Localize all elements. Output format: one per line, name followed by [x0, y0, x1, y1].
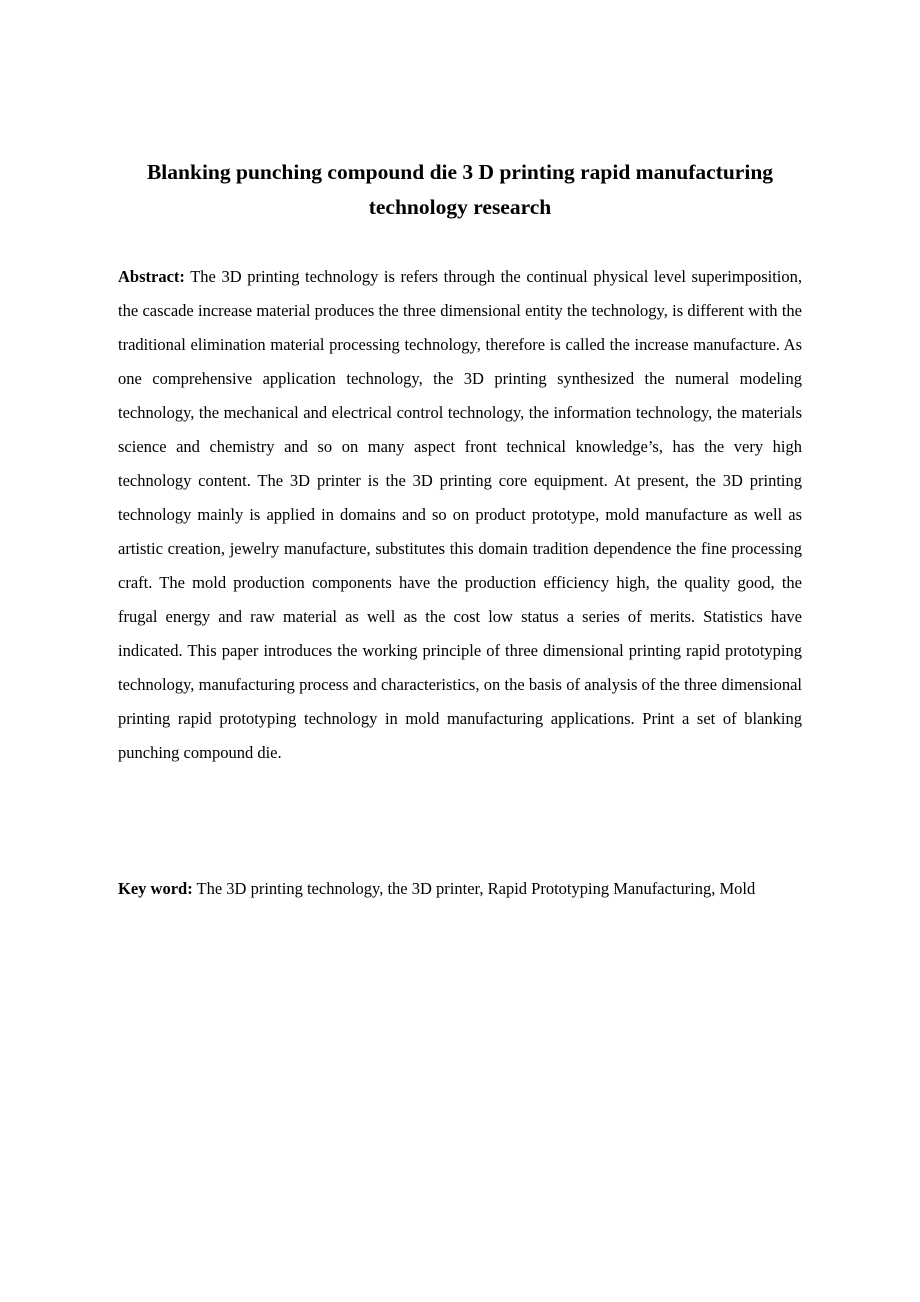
keywords-text: The 3D printing technology, the 3D printer, Rapid Prototyping Manufacturing, Mold: [196, 879, 756, 898]
keywords-paragraph: [118, 872, 802, 906]
abstract-paragraph: [118, 260, 802, 770]
paper-title-line-1: Blanking punching compound die 3 D printing rapid manufacturing: [146, 160, 774, 184]
paper-title: [100, 155, 820, 225]
abstract-label: Abstract:: [118, 267, 185, 286]
paper-title-line-2: technology research: [368, 195, 552, 219]
abstract-text: The 3D printing technology is refers through the continual physical level superimposition, the cascade increase material produces the three dimensional entity the technology, is different with the traditional elimination material processing technology, therefore is called the increase manufacture. As one comprehensive application technology, the 3D printing synthesized the numeral modeling technology, the mechanical and electrical control technology, the information technology, the materials science and chemistry and so on many aspect front technical knowledge’s, has the very high technology content. The 3D printer is the 3D printing core equipment. At present, the 3D printing technology mainly is applied in domains and so on product prototype, mold manufacture as well as artistic creation, jewelry manufacture, substitutes this domain tradition dependence the fine processing craft. The mold production components have the production efficiency high, the quality good, the frugal energy and raw material as well as the cost low status a series of merits. Statistics have indicated. This paper introduces the working principle of three dimensional printing rapid prototyping technology, manufacturing process and characteristics, on the basis of analysis of the three dimensional printing rapid prototyping technology in mold manufacturing applications. Print a set of blanking punching compound die.: [118, 267, 802, 762]
keywords-label: Key word:: [118, 879, 193, 898]
